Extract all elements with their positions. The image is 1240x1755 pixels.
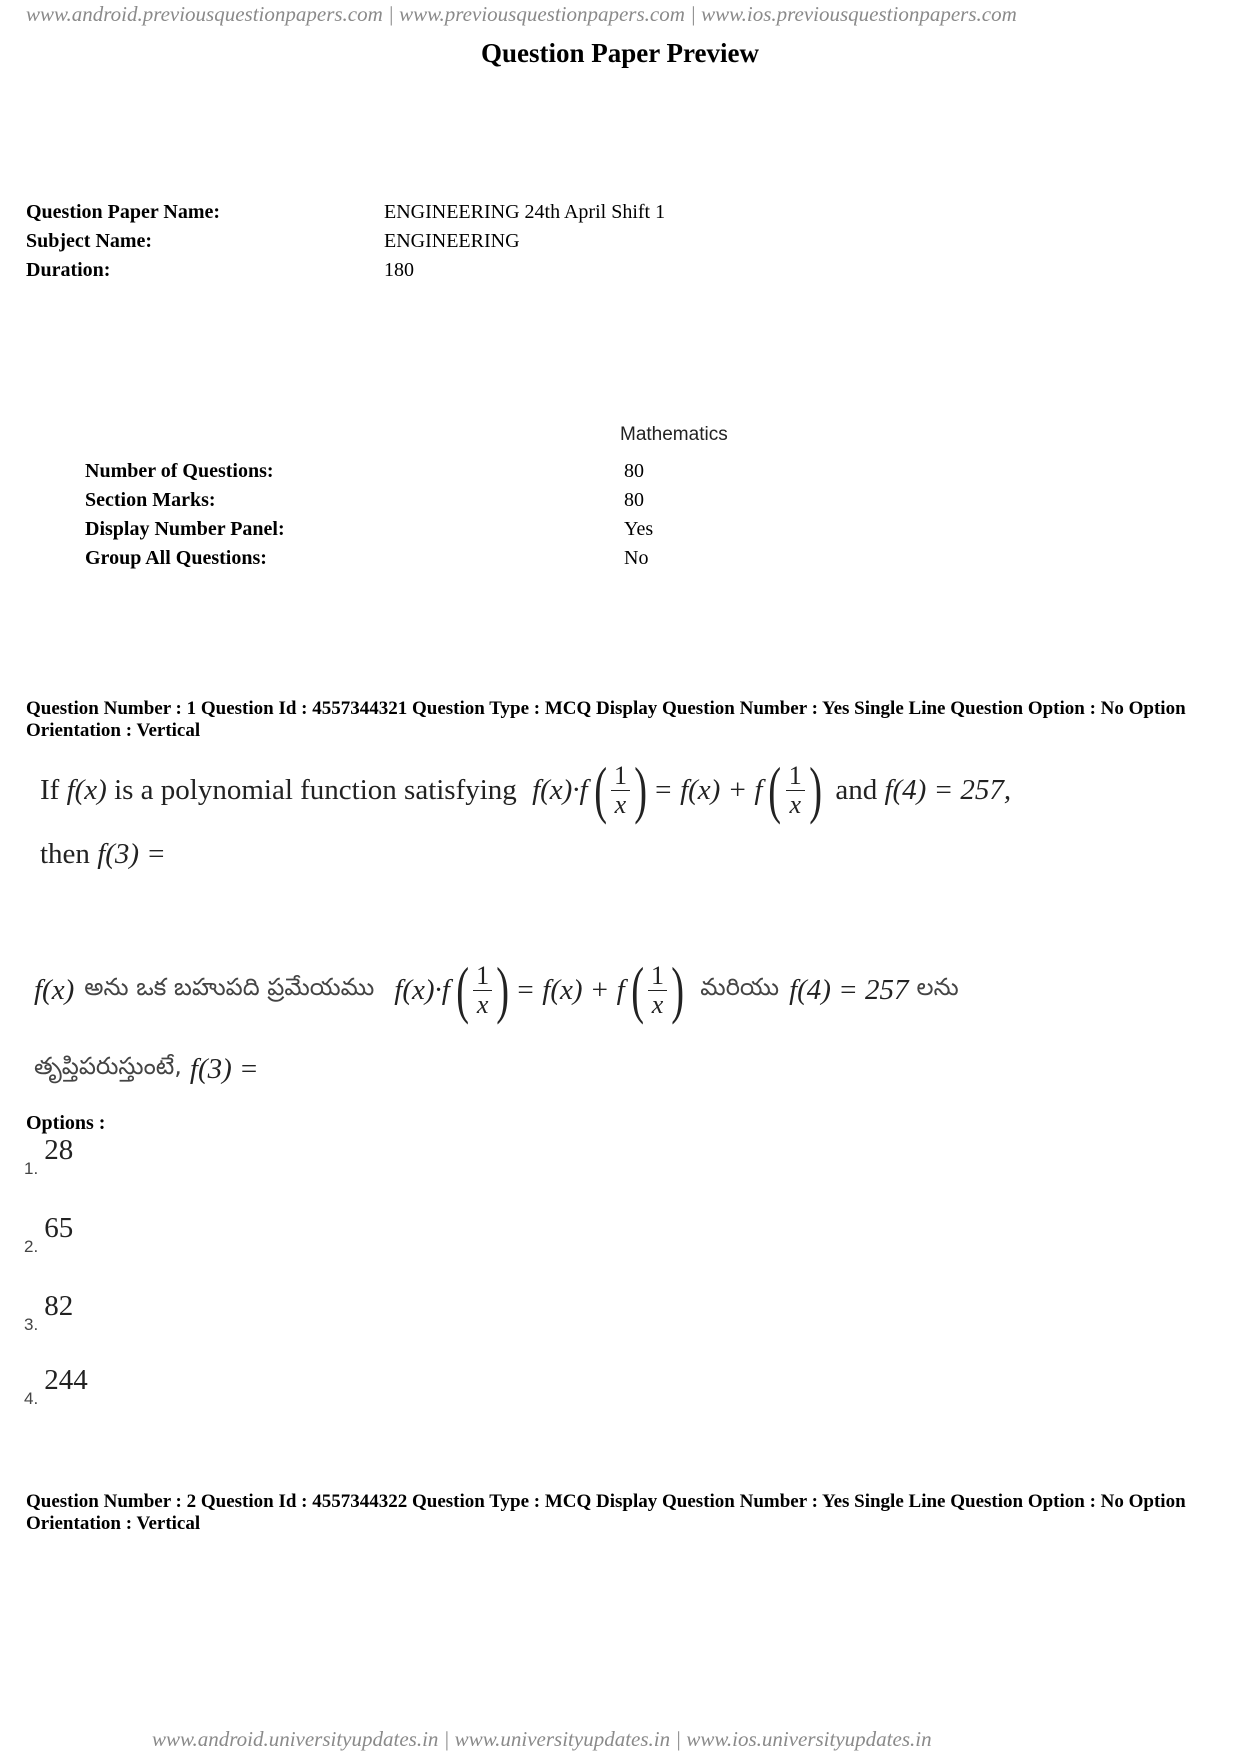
subject-name-label: Subject Name: <box>26 230 153 252</box>
q1-te-f3: f(3) = <box>189 1052 259 1085</box>
page-title: Question Paper Preview <box>481 38 759 68</box>
q1-en-fx: f(x) <box>66 773 107 806</box>
q1-te-frac-1: ( $\frac{1}{x}$ ) <box>456 954 510 1025</box>
group-all-questions-value: No <box>624 547 649 569</box>
q1-en-frac-2-num: 1 <box>786 762 805 791</box>
subject-name-value: ENGINEERING <box>384 230 520 252</box>
q1-en-f3: f(3) = <box>97 838 166 870</box>
q1-te-text2: మరియు <box>700 973 780 1001</box>
q1-en-middle: is a polynomial function satisfying <box>106 773 525 806</box>
option-3-value: 82 <box>44 1290 74 1322</box>
option-4[interactable] <box>24 1364 88 1409</box>
question-1-english-line2 <box>40 838 166 871</box>
group-all-questions-label: Group All Questions: <box>85 547 267 569</box>
q1-te-frac-1-den: x <box>476 989 489 1019</box>
q1-en-eq-a: f(x)·f <box>532 773 588 806</box>
q1-te-text1: అను ఒక బహుపది ప్రమేయము <box>84 973 375 1001</box>
num-questions-label: Number of Questions: <box>85 460 274 482</box>
paper-name-value: ENGINEERING 24th April Shift 1 <box>384 201 666 223</box>
option-1-number: 1. <box>24 1159 39 1178</box>
q1-te-eq-a: f(x)·f <box>394 973 450 1006</box>
option-3[interactable] <box>24 1290 74 1335</box>
q1-en-condition: f(4) = 257, <box>884 773 1012 806</box>
num-questions-value: 80 <box>624 460 644 482</box>
q1-en-frac-2-den: x <box>789 789 802 819</box>
q1-en-frac-1: ( $\frac{1}{x}$ ) <box>593 754 647 825</box>
section-heading: Mathematics <box>620 424 728 445</box>
q1-en-frac-1-num: 1 <box>611 762 630 791</box>
q1-te-eq-b: = f(x) + f <box>515 973 625 1006</box>
option-1-value: 28 <box>44 1134 74 1166</box>
question-2-header: Question Number : 2 Question Id : 4557344322 Question Type : MCQ Display Question Number : Yes Single Line Question Option : No Option Orientation : Vertical <box>26 1491 1186 1534</box>
duration-value: 180 <box>384 259 414 281</box>
q1-te-frac-2-den: x <box>651 989 664 1019</box>
display-number-panel-label: Display Number Panel: <box>85 518 285 540</box>
option-2-value: 65 <box>44 1212 74 1244</box>
option-4-value: 244 <box>44 1364 88 1396</box>
q1-te-line2: తృప్తిపరుస్తుంటే, <box>34 1052 182 1080</box>
q1-te-frac-2: ( $\frac{1}{x}$ ) <box>630 954 685 1025</box>
section-marks-value: 80 <box>624 489 644 511</box>
q1-en-frac-1-den: x <box>614 789 627 819</box>
watermark-bottom: www.android.universityupdates.in | www.universityupdates.in | www.ios.universityupdates.in <box>152 1727 932 1751</box>
question-1-telugu-line1 <box>34 952 959 1028</box>
duration-label: Duration: <box>26 259 111 281</box>
q1-te-fx: f(x) <box>34 973 75 1006</box>
q1-en-suffix: and <box>828 773 885 806</box>
options-label: Options : <box>26 1112 106 1134</box>
question-1-english-line1 <box>40 752 1011 828</box>
q1-en-frac-2: ( $\frac{1}{x}$ ) <box>768 754 822 825</box>
q1-te-frac-2-num: 1 <box>648 962 667 991</box>
q1-en-prefix: If <box>40 773 67 806</box>
section-marks-label: Section Marks: <box>85 489 216 511</box>
q1-en-eq-b: = f(x) + f <box>653 773 763 806</box>
option-2[interactable] <box>24 1212 74 1257</box>
watermark-top: www.android.previousquestionpapers.com | www.previousquestionpapers.com | www.ios.previousquestionpapers.com <box>26 2 1017 26</box>
q1-en-then: then <box>40 838 98 870</box>
question-1-header: Question Number : 1 Question Id : 4557344321 Question Type : MCQ Display Question Number : Yes Single Line Question Option : No Option Orientation : Vertical <box>26 698 1186 741</box>
display-number-panel-value: Yes <box>624 518 654 540</box>
option-2-number: 2. <box>24 1237 39 1256</box>
option-1[interactable] <box>24 1134 74 1179</box>
option-3-number: 3. <box>24 1315 39 1334</box>
q1-te-text3: లను <box>916 973 959 1001</box>
question-1-telugu-line2 <box>34 1052 259 1086</box>
q1-te-frac-1-num: 1 <box>473 962 492 991</box>
option-4-number: 4. <box>24 1389 39 1408</box>
paper-name-label: Question Paper Name: <box>26 201 221 223</box>
q1-te-condition: f(4) = 257 <box>789 973 909 1006</box>
